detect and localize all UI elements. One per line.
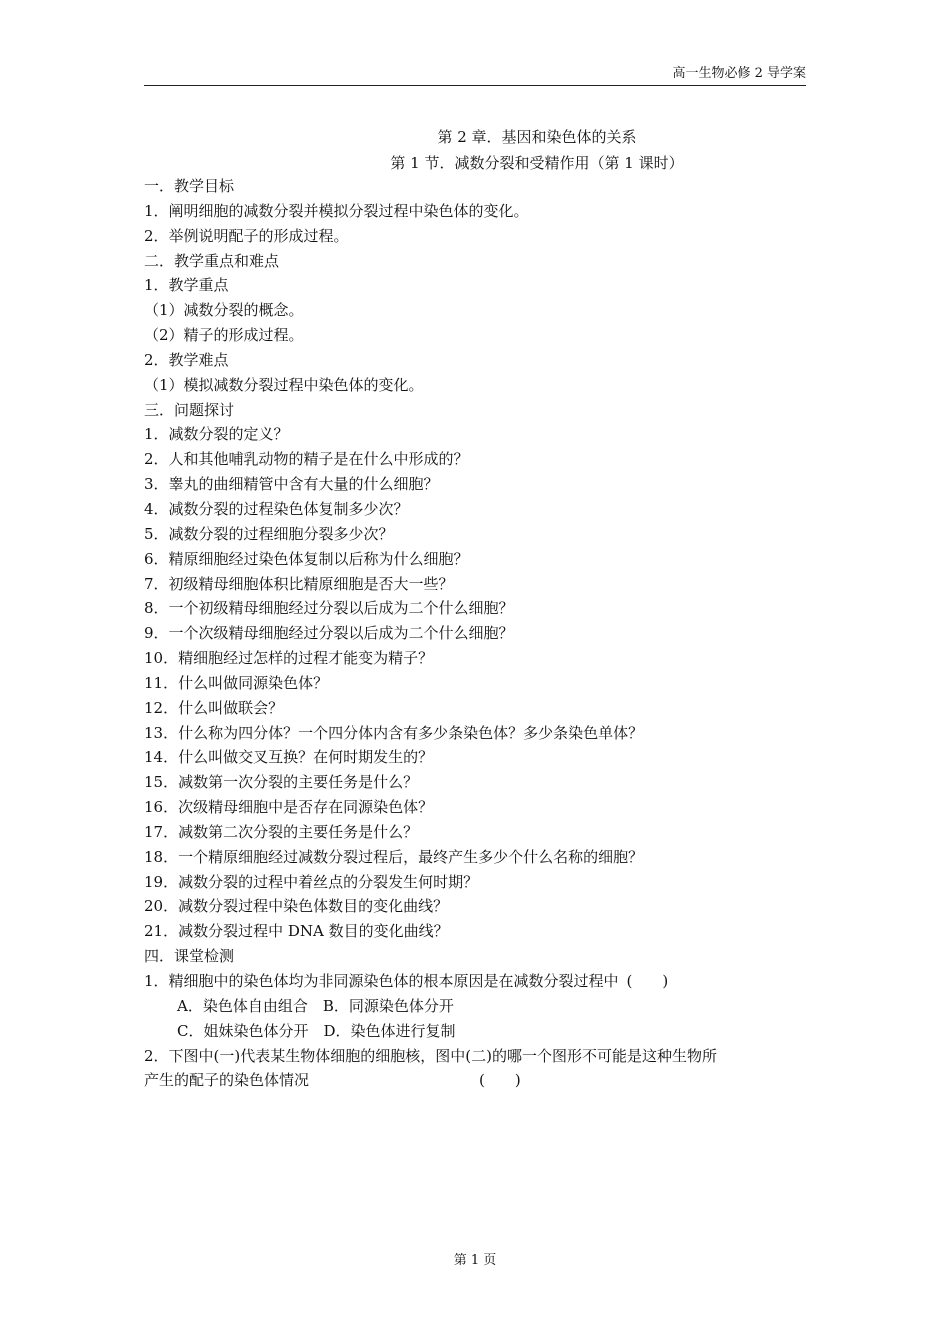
- question-item: 5．减数分裂的过程细胞分裂多少次？: [144, 524, 394, 543]
- focus-item: （1）减数分裂的概念。: [144, 301, 304, 320]
- question-item: 7．初级精母细胞体积比精原细胞是否大一些？: [144, 574, 454, 593]
- check-q2-stem-line2-text: 产生的配子的染色体情况: [144, 1071, 310, 1090]
- difficulty-item: （1）模拟减数分裂过程中染色体的变化。: [144, 375, 424, 394]
- questions-heading: 三．问题探讨: [144, 400, 235, 419]
- question-item: 3．睾丸的曲细精管中含有大量的什么细胞？: [144, 475, 439, 494]
- title-block: [144, 124, 806, 176]
- question-item: 19．减数分裂的过程中着丝点的分裂发生何时期？: [144, 872, 479, 891]
- question-item: 14．什么叫做交叉互换？在何时期发生的？: [144, 748, 434, 767]
- question-item: 8．一个初级精母细胞经过分裂以后成为二个什么细胞？: [144, 599, 514, 618]
- question-item: 15．减数第一次分裂的主要任务是什么？: [144, 773, 419, 792]
- page-number: 第 1 页: [453, 1253, 497, 1268]
- focus-item: （2）精子的形成过程。: [144, 326, 304, 345]
- check-q2-stem-line2: [144, 1068, 806, 1093]
- goals-heading: 一．教学目标: [144, 177, 235, 195]
- header-rule: [144, 85, 806, 86]
- question-item: 9．一个次级精母细胞经过分裂以后成为二个什么细胞？: [144, 624, 514, 643]
- question-item: 16．次级精母细胞中是否存在同源染色体？: [144, 798, 434, 817]
- question-item: 2．人和其他哺乳动物的精子是在什么中形成的？: [144, 450, 469, 469]
- check-q1-stem-text: 1．精细胞中的染色体均为非同源染色体的根本原因是在减数分裂过程中: [144, 972, 619, 990]
- question-item: 11．什么叫做同源染色体？: [144, 673, 329, 692]
- question-item: 17．减数第二次分裂的主要任务是什么？: [144, 822, 419, 841]
- header-title: 高一生物必修 2 导学案: [672, 66, 806, 81]
- question-item: 12．什么叫做联会？: [144, 698, 284, 717]
- question-item: 4．减数分裂的过程染色体复制多少次？: [144, 499, 409, 518]
- check-q1-options-cd: C．姐妹染色体分开 D．染色体进行复制: [177, 1021, 456, 1040]
- question-item: 21．减数分裂过程中 DNA 数目的变化曲线？: [144, 922, 449, 941]
- question-item: 10．精细胞经过怎样的过程才能变为精子？: [144, 649, 434, 668]
- check-q1-stem: [144, 969, 806, 994]
- focus-heading: 1．教学重点: [144, 276, 229, 295]
- question-item: 1．减数分裂的定义？: [144, 425, 289, 444]
- check-heading: 四．课堂检测: [144, 947, 235, 966]
- check-q2-answer-paren: ( ): [479, 1071, 521, 1090]
- chapter-title: 第 2 章．基因和染色体的关系: [437, 128, 637, 146]
- check-q2-stem-line1: 2．下图中(一)代表某生物体细胞的细胞核，图中(二)的哪一个图形不可能是这种生物所: [144, 1046, 717, 1065]
- key-points-heading: 二．教学重点和难点: [144, 251, 280, 270]
- question-item: 13．什么称为四分体？一个四分体内含有多少条染色体？多少条染色单体？: [144, 723, 644, 742]
- difficulty-heading: 2．教学难点: [144, 350, 229, 369]
- goal-item: 2．举例说明配子的形成过程。: [144, 226, 349, 245]
- check-q1-options-ab: A．染色体自由组合 B．同源染色体分开: [177, 996, 454, 1015]
- check-q1-answer-paren: ( ): [626, 972, 669, 990]
- question-item: 18．一个精原细胞经过减数分裂过程后，最终产生多少个什么名称的细胞？: [144, 847, 644, 866]
- document-body: [144, 174, 806, 1093]
- question-item: 20．减数分裂过程中染色体数目的变化曲线？: [144, 897, 449, 916]
- section-title: 第 1 节．减数分裂和受精作用（第 1 课时）: [390, 154, 684, 172]
- goal-item: 1．阐明细胞的减数分裂并模拟分裂过程中染色体的变化。: [144, 201, 529, 220]
- question-item: 6．精原细胞经过染色体复制以后称为什么细胞？: [144, 549, 469, 568]
